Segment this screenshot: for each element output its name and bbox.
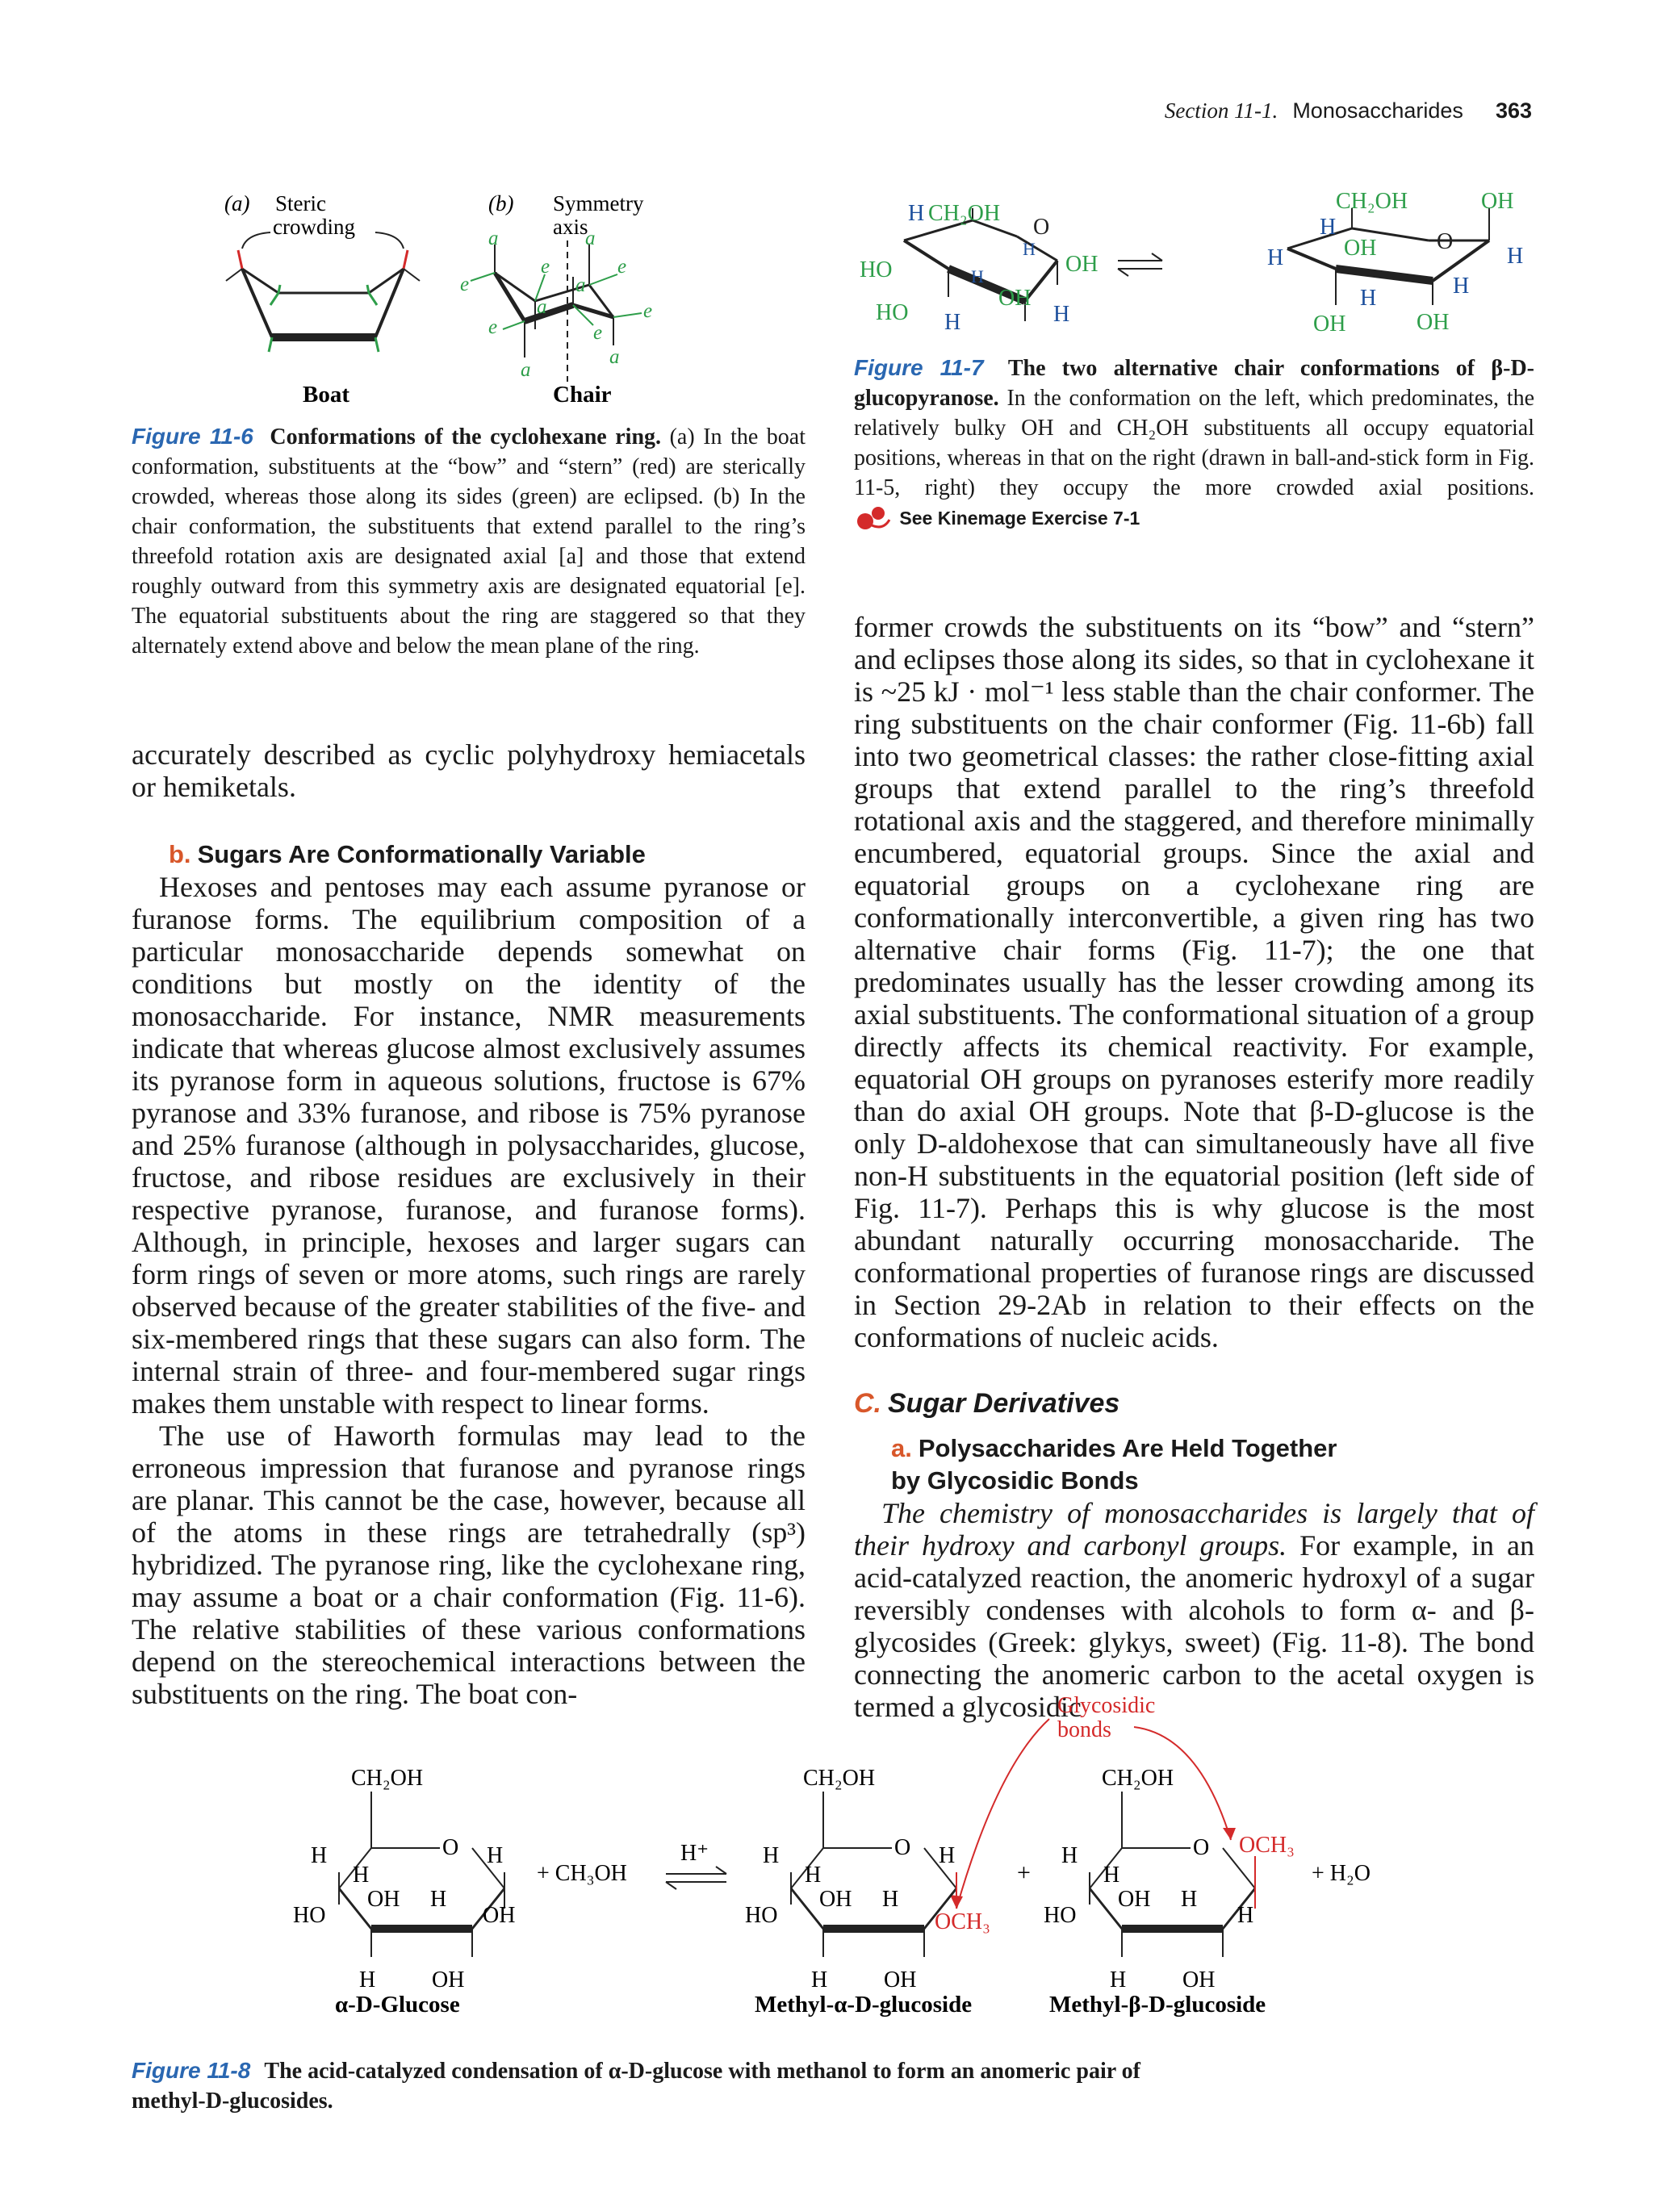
figure-11-7-drawing [852, 184, 1554, 345]
atom-label: CH₂OH [928, 201, 1001, 226]
fig6-label-a: (a) [224, 191, 250, 215]
axial-label: a [575, 274, 586, 296]
section-a-letter: a. [891, 1434, 912, 1462]
atom-label: H [1507, 244, 1524, 269]
atom-label: H [971, 266, 984, 286]
arrowhead [1223, 1828, 1236, 1840]
equatorial-label: e [460, 274, 470, 295]
plus-methanol: + CH₃OH [537, 1861, 627, 1886]
atom-label: CH₂OH [1336, 189, 1408, 214]
glycosidic-label: Glycosidic [1057, 1693, 1156, 1718]
equatorial-label: e [617, 256, 627, 278]
equilibrium-arrows [1118, 253, 1162, 276]
atom-label: H [939, 1843, 956, 1868]
atom-label: H [311, 1843, 328, 1868]
section-C-title: Sugar Derivatives [888, 1388, 1120, 1419]
paragraph: former crowds the substituents on its “bow” and “stern” and eclipses those along its sides, so that in cyclohexane it is ~25 kJ · mol⁻¹ less stable than the chair conformer. The ring substituents on the chair conformer (Fig. 11-6b) fall into two geometrical classes: the rather close-fitting axial groups that extend parallel to the ring’s threefold rotational axis and the staggered, and therefore minimally encumbered, equatorial groups. Since the axial and equatorial groups on a cyclohexane ring are conformationally interconvertible, a given ring has two alternative chair forms (Fig. 11-7); the one that predominates usually has the lesser crowding among its axial substituents. The conformational situation of a group directly affects its chemical reactivity. For example, equatorial OH groups on pyranoses esterify more readily than do axial OH groups. Note that β-D-glucose is the only D-aldohexose that can simultaneously have all five non-H substituents in the equatorial position (left side of Fig. 11-7). Perhaps this is why glucose is the most abundant naturally occurring monosaccharide. The conformational properties of furanose rings are discussed in Section 29-2Ab in relation to their effects on the conformations of nucleic acids. [854, 611, 1534, 1353]
header-section: Section 11-1. [1164, 98, 1278, 123]
kinemage-link[interactable] [854, 508, 1140, 529]
compound-name: Methyl-β-D-glucoside [1049, 1992, 1266, 2018]
fig6-title: Conformations of the cyclohexane ring. [270, 424, 662, 450]
axial-label: a [488, 228, 499, 249]
atom-label: OH [1118, 1887, 1151, 1912]
paragraph: accurately described as cyclic polyhydroxy hemiacetals or hemiketals. [132, 738, 806, 803]
atom-label: OH [432, 1967, 465, 1992]
atom-label: H [1110, 1967, 1127, 1992]
atom-label: O [442, 1835, 459, 1860]
atom-label: H [1023, 239, 1036, 259]
atom-label: HO [876, 300, 909, 325]
running-header [1165, 98, 1532, 123]
fig7-title: The two alternative chair conformations of β-D-glucopyranose. [854, 356, 1535, 411]
crowding-arrow-left [242, 232, 270, 249]
atom-label: H [763, 1843, 780, 1868]
atom-label: O [1193, 1835, 1210, 1860]
fig6-caption-text: (a) In the boat conformation, substituents at the “bow” and “stern” (red) are sterically crowded, whereas those along its sides (green) are eclipsed. (b) In the chair conformation, the substituents that extend parallel to the ring’s threefold rotation axis are designated axial [a] and those that extend roughly outward from this symmetry axis are designated equatorial [e]. The equatorial substituents about the ring are staggered so that they alternately extend above and below the mean plane of the ring. [132, 424, 806, 659]
atom-label: OH [998, 286, 1032, 311]
compound-name: α-D-Glucose [335, 1992, 460, 2018]
paragraph-rest: For example, in an acid-catalyzed reaction, the anomeric hydroxyl of a sugar reversibly condenses with alcohols to form α- and β-glycosides (Greek: glykys, sweet) (Fig. 11-8). The bond connecting the anomeric carbon to the acetal oxygen is termed a glycosidic [854, 1529, 1534, 1723]
right-column [854, 611, 1534, 1723]
section-C-heading [854, 1387, 1534, 1420]
atom-label: H [1360, 286, 1377, 311]
paragraph: The use of Haworth formulas may lead to the erroneous impression that furanose and pyranose rings are planar. This cannot be the case, however, because all of the atoms in these rings are tetrahedrally (sp³) hybridized. The pyranose ring, like the cyclohexane ring, may assume a boat or a chair conformation (Fig. 11-6). The relative stabilities of these various conformations depend on the stereochemical interactions between the substituents on the ring. The boat con- [132, 1420, 806, 1710]
axial-label: a [585, 228, 596, 249]
page-number: 363 [1495, 98, 1532, 123]
atom-label: OH [483, 1903, 516, 1928]
atom-label: OH [367, 1887, 400, 1912]
fig7-label: Figure 11-7 [854, 355, 984, 380]
fig7-caption-text: In the conformation on the left, which predominates, the relatively bulky OH and CH₂OH substituents all occupy equatorial positions, whereas in that on the right (drawn in ball-and-stick form in Fig. 11-5, right) they occupy the more crowded axial positions. [854, 386, 1535, 500]
atom-label: H [944, 310, 961, 335]
left-column [132, 738, 806, 1710]
atom-label: O [894, 1835, 911, 1860]
section-a-title-2: by Glycosidic Bonds [891, 1466, 1139, 1495]
atom-label: OCH₃ [935, 1909, 990, 1934]
atom-label: CH₂OH [803, 1766, 876, 1791]
fig6-label: Figure 11-6 [132, 424, 253, 449]
atom-label: H [1103, 1863, 1120, 1888]
axial-label: a [521, 359, 531, 381]
atom-label: H [882, 1887, 899, 1912]
boat-label: Boat [303, 382, 349, 408]
atom-label: HO [860, 257, 893, 282]
atom-label: O [1033, 215, 1050, 240]
axial-label: a [537, 296, 547, 318]
figure-11-6-drawing [214, 184, 666, 418]
plus-sign: + [1017, 1859, 1031, 1886]
atom-label: HO [1044, 1903, 1077, 1928]
atom-label: OH [884, 1967, 917, 1992]
equatorial-label: e [593, 322, 603, 344]
atom-label: H [811, 1967, 828, 1992]
atom-label: OH [1182, 1967, 1216, 1992]
atom-label: H [908, 201, 925, 226]
atom-label: OH [1313, 312, 1346, 337]
atom-label: OH [819, 1887, 852, 1912]
atom-label: H [1237, 1903, 1254, 1928]
atom-label: H [805, 1863, 822, 1888]
equatorial-label: e [643, 300, 653, 322]
atom-label: H [1181, 1887, 1198, 1912]
fig6-steric: Steric [275, 191, 326, 215]
section-a-heading [891, 1432, 1534, 1497]
atom-label: H [430, 1887, 447, 1912]
atom-label: OH [1065, 252, 1099, 277]
acid-catalyst: H⁺ [680, 1841, 709, 1866]
atom-label: H [487, 1843, 504, 1868]
atom-label: OH [1344, 236, 1377, 261]
atom-label: H [1453, 274, 1470, 299]
compound-name: Methyl-α-D-glucoside [755, 1992, 973, 2018]
equatorial-label: e [541, 256, 550, 278]
atom-label: H [359, 1967, 376, 1992]
fig6-symmetry: Symmetry [553, 191, 644, 215]
atom-label: H [353, 1863, 370, 1888]
bonds-label: bonds [1057, 1717, 1111, 1742]
atom-label: O [1437, 229, 1454, 254]
fig6-label-b: (b) [488, 191, 514, 215]
atom-label: OH [1481, 189, 1514, 214]
paragraph: Hexoses and pentoses may each assume pyranose or furanose forms. The equilibrium composition of a particular monosaccharide depends somewhat on conditions but mostly on the identity of the monosaccharide. For instance, NMR measurements indicate that whereas glucose almost exclusively assumes its pyranose form in aqueous solutions, fructose is 67% pyranose and 33% furanose, and ribose is 75% pyranose and 25% furanose (although in polysaccharides, glucose, fructose, and ribose residues are exclusively in their respective pyranose, furanose, and furanose forms). Although, in principle, hexoses and larger sugars can form rings of seven or more atoms, such rings are rarely observed because of the greater stabilities of the five- and six-membered rings that these sugars can also form. The internal strain of three- and four-membered sugar rings makes them unstable with respect to linear forms. [132, 871, 806, 1420]
crowding-arrow-right [375, 232, 404, 249]
section-a-title-1: Polysaccharides Are Held Together [918, 1434, 1337, 1462]
atom-label: H [1061, 1843, 1078, 1868]
atom-label: HO [745, 1903, 778, 1928]
atom-label: CH₂OH [351, 1766, 424, 1791]
atom-label: OCH₃ [1239, 1833, 1295, 1858]
fig8-title: The acid-catalyzed condensation of α-D-glucose with methanol to form an anomeric pair of methyl-D-glucosides. [132, 2059, 1141, 2114]
figure-11-6-caption [132, 421, 806, 661]
kinemage-icon [854, 504, 894, 531]
fig8-label: Figure 11-8 [132, 2058, 251, 2083]
atom-label: H [1053, 302, 1070, 327]
section-b-title: Sugars Are Conformationally Variable [197, 840, 646, 868]
figure-11-7-caption [854, 353, 1534, 533]
figure-11-8-drawing [287, 1687, 1417, 2018]
atom-label: HO [293, 1903, 326, 1928]
atom-label: H [1320, 215, 1337, 240]
glycosidic-arrow [956, 1719, 1049, 1909]
equilibrium-arrows [666, 1867, 726, 1889]
atom-label: CH₂OH [1102, 1766, 1174, 1791]
italic-lead: The chemistry of monosaccharides is largely that of their hydroxy and carbonyl groups. [854, 1497, 1534, 1562]
atom-label: H [1267, 245, 1284, 270]
section-b-heading [169, 838, 806, 871]
fig6-axis: axis [553, 215, 588, 239]
header-section-name: Monosaccharides [1292, 98, 1463, 123]
kinemage-text: See Kinemage Exercise 7-1 [899, 508, 1140, 529]
figure-11-8-caption [132, 2055, 1140, 2116]
axial-label: a [609, 346, 620, 368]
boat-ring [226, 250, 420, 352]
plus-water: + H₂O [1312, 1861, 1371, 1886]
chair-label: Chair [553, 382, 612, 408]
atom-label: OH [1417, 310, 1450, 335]
fig6-crowding: crowding [273, 215, 355, 239]
section-b-letter: b. [169, 840, 191, 868]
equatorial-label: e [488, 316, 498, 338]
section-C-letter: C. [854, 1388, 881, 1419]
